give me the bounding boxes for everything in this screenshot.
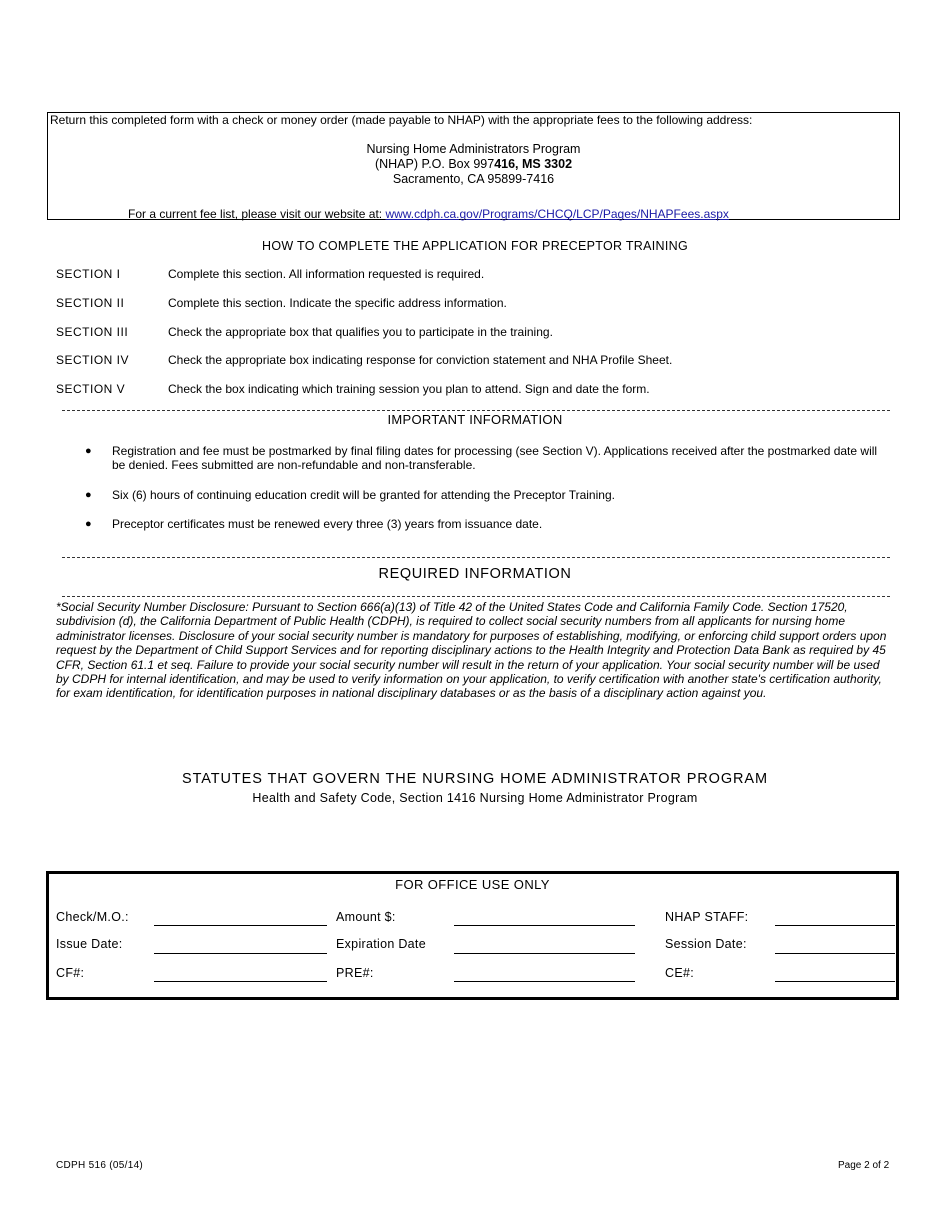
section-label: SECTION II — [56, 296, 125, 310]
check-mo-label: Check/M.O.: — [56, 910, 129, 924]
address-line-3: Sacramento, CA 95899-7416 — [392, 172, 555, 186]
address-po-box: (NHAP) P.O. Box 997 — [374, 157, 495, 171]
section-label: SECTION III — [56, 325, 129, 339]
address-intro: Return this completed form with a check or money order (made payable to NHAP) with the appropriate fees to the following address: — [50, 113, 753, 127]
important-title: IMPORTANT INFORMATION — [387, 412, 563, 427]
important-bullet: Registration and fee must be postmarked by final filing dates for processing (see Section V). Applications received after the postmarked date will be denied. Fees submitted are non-refundable and non-transferable. — [112, 444, 878, 472]
session-date-label: Session Date: — [665, 937, 747, 951]
cf-number-field[interactable] — [154, 981, 327, 982]
statutes-subtitle: Health and Safety Code, Section 1416 Nursing Home Administrator Program — [252, 791, 698, 805]
bullet-icon: ● — [85, 489, 92, 501]
pre-number-label: PRE#: — [336, 966, 374, 980]
address-line-1: Nursing Home Administrators Program — [366, 142, 581, 156]
divider — [62, 557, 890, 558]
issue-date-field[interactable] — [154, 953, 327, 954]
fee-list-line — [128, 207, 729, 221]
bullet-icon: ● — [85, 518, 92, 530]
page-number: Page 2 of 2 — [838, 1160, 890, 1171]
expiration-date-label: Expiration Date — [336, 937, 426, 951]
session-date-field[interactable] — [775, 953, 895, 954]
section-label: SECTION I — [56, 267, 121, 281]
ce-number-field[interactable] — [775, 981, 895, 982]
form-id: CDPH 516 (05/14) — [56, 1160, 144, 1171]
nhap-staff-field[interactable] — [775, 925, 895, 926]
divider — [62, 410, 890, 411]
section-instruction: Check the appropriate box indicating response for conviction statement and NHA Profile Sheet. — [168, 353, 673, 367]
section-label: SECTION IV — [56, 353, 130, 367]
address-line-2 — [48, 157, 899, 172]
fee-list-link[interactable]: www.cdph.ca.gov/Programs/CHCQ/LCP/Pages/NHAPFees.aspx — [385, 207, 729, 221]
amount-label: Amount $: — [336, 910, 396, 924]
fee-list-text: For a current fee list, please visit our website at: — [128, 207, 386, 221]
nhap-staff-label: NHAP STAFF: — [665, 910, 749, 924]
amount-field[interactable] — [454, 925, 635, 926]
section-instruction: Check the box indicating which training session you plan to attend. Sign and date the form. — [168, 382, 650, 396]
important-bullet: Preceptor certificates must be renewed every three (3) years from issuance date. — [112, 517, 543, 531]
important-bullet: Six (6) hours of continuing education credit will be granted for attending the Preceptor Training. — [112, 488, 615, 502]
mailing-address — [48, 142, 899, 187]
issue-date-label: Issue Date: — [56, 937, 123, 951]
ce-number-label: CE#: — [665, 966, 694, 980]
statutes-title: STATUTES THAT GOVERN THE NURSING HOME ADMINISTRATOR PROGRAM — [182, 771, 768, 787]
section-instruction: Complete this section. All information requested is required. — [168, 267, 485, 281]
cf-number-label: CF#: — [56, 966, 85, 980]
office-use-title: FOR OFFICE USE ONLY — [395, 877, 550, 892]
section-instruction: Complete this section. Indicate the specific address information. — [168, 296, 507, 310]
section-label: SECTION V — [56, 382, 126, 396]
mailing-address-box — [47, 112, 900, 220]
section-instruction: Check the appropriate box that qualifies you to participate in the training. — [168, 325, 553, 339]
expiration-date-field[interactable] — [454, 953, 635, 954]
required-title: REQUIRED INFORMATION — [378, 566, 572, 582]
divider — [62, 596, 890, 597]
pre-number-field[interactable] — [454, 981, 635, 982]
office-use-box — [46, 871, 899, 1000]
check-mo-field[interactable] — [154, 925, 327, 926]
ssn-disclosure: *Social Security Number Disclosure: Pursuant to Section 666(a)(13) of Title 42 of the United States Code and California Family Code. Section 17520, subdivision (d), the California Department of Public Health (CDPH), is required to collect social security numbers from all applicants for nursing home administrator licenses. Disclosure of your social security number is mandatory for purposes of establishing, modifying, or enforcing child support orders upon request by the Department of Child Support Services and for reporting disciplinary actions to the Health Integrity and Protection Data Bank as required by 45 CFR, Section 61.1 et seq. Failure to provide your social security number will result in the return of your application. Your social security number will be used by CDPH for internal identification, and may be used to verify information on your application, to verify certification with another state's certification authority, for exam identification, for identification purposes in national disciplinary databases or as the basis of a disciplinary action against you. — [56, 600, 887, 701]
address-mail-stop: 416, MS 3302 — [494, 157, 573, 171]
how-to-title: HOW TO COMPLETE THE APPLICATION FOR PRECEPTOR TRAINING — [262, 239, 688, 253]
bullet-icon: ● — [85, 445, 92, 457]
